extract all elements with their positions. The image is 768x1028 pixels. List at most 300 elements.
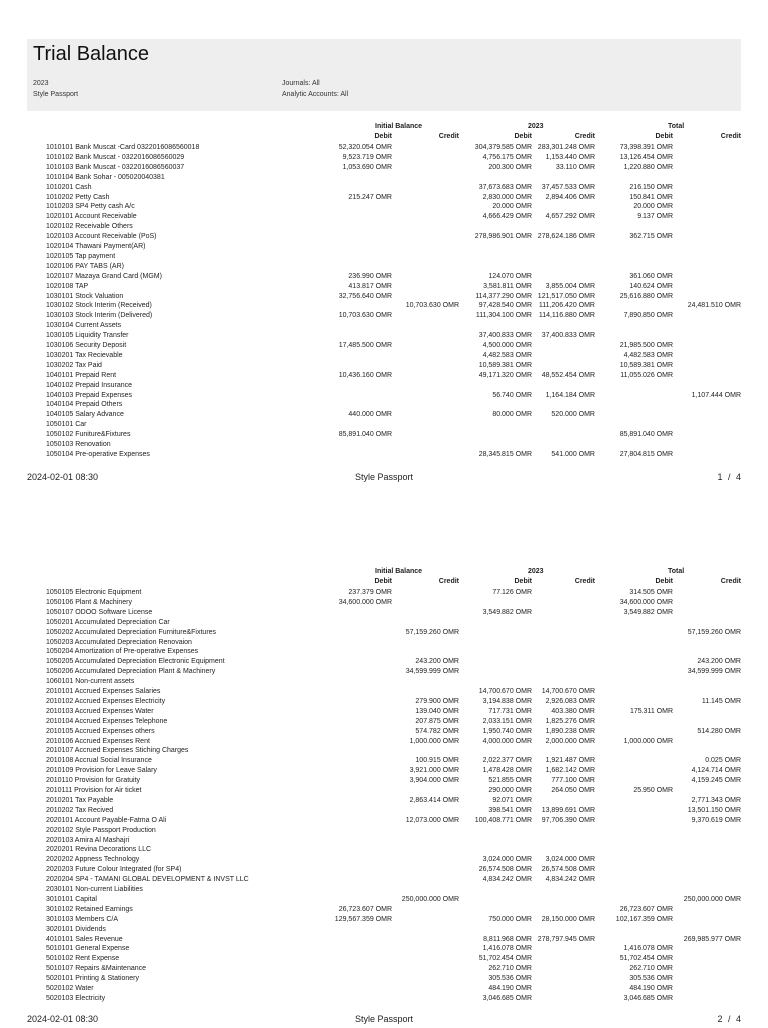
table-row [0,885,768,895]
table-row [0,915,768,925]
account-name: 2010109 Provision for Leave Salary [46,767,157,775]
period-debit: 2,830.000 OMR [482,193,532,201]
table-row [0,262,768,272]
account-name: 1020102 Receivable Others [46,223,133,231]
period-credit: 1,825.276 OMR [545,717,595,725]
total-debit: 175.311 OMR [629,707,673,715]
total-credit: 4,124.714 OMR [691,767,741,775]
account-name: 1050107 ODOO Software License [46,608,153,616]
initial-credit: 207.875 OMR [415,717,459,725]
total-debit: 34,600.000 OMR [619,598,673,606]
account-name: 2020102 Style Passport Production [46,826,156,834]
table-row [0,875,768,885]
column-group-header: Initial Balance [375,568,423,575]
period-debit: 305.536 OMR [488,975,532,983]
total-debit: 140.624 OMR [629,282,673,290]
total-debit: 3,549.882 OMR [623,608,673,616]
account-name: 1010201 Cash [46,183,92,191]
account-name: 5020103 Electricity [46,994,106,1002]
table-row [0,657,768,667]
period-credit: 37,457.533 OMR [541,183,595,191]
account-name: 1050205 Accumulated Depreciation Electronic Equipment [46,658,225,666]
journals-filter: Journals: All [282,80,320,87]
period-debit: 8,811.968 OMR [483,935,532,943]
total-debit: 9.137 OMR [637,213,673,221]
initial-credit: 1,000.000 OMR [409,737,459,745]
table-row [0,272,768,282]
period-debit: 3,194.838 OMR [482,697,532,705]
column-subheader-row [0,132,768,142]
account-name: 1040103 Prepaid Expenses [46,391,133,399]
account-name: 1010101 Bank Muscat -Card 0322016086560018 [46,144,200,151]
credit-header: Credit [574,578,595,585]
period-debit: 4,500.000 OMR [482,342,532,349]
period-credit: 3,855.004 OMR [545,282,595,290]
initial-debit: 1,053.690 OMR [342,163,392,171]
period-credit: 520.000 OMR [551,411,595,419]
table-row [0,301,768,311]
period-credit: 2,926.083 OMR [545,697,595,705]
total-debit: 20.000 OMR [633,203,673,211]
total-debit: 27,804.815 OMR [619,450,673,458]
debit-header: Debit [374,133,392,140]
total-debit: 25,616.880 OMR [619,292,673,300]
account-name: 2010105 Accrued Expenses others [46,727,155,735]
table-row [0,252,768,262]
total-debit: 1,416.078 OMR [623,945,673,953]
account-name: 1030104 Current Assets [46,322,122,330]
table-row [0,450,768,460]
account-name: 1020106 PAY TABS (AR) [46,262,124,270]
total-debit: 216.150 OMR [629,183,673,191]
initial-credit: 10,703.630 OMR [405,302,459,310]
table-row [0,292,768,302]
initial-debit: 440.000 OMR [348,411,392,419]
account-name: 2020202 Appness Technology [46,856,140,864]
period-debit: 77.126 OMR [492,589,532,596]
account-name: 2010110 Provision for Gratuity [46,777,141,785]
account-name: 1040104 Prepaid Others [46,401,123,409]
table-row [0,697,768,707]
period-credit: 33.110 OMR [555,163,595,171]
initial-debit: 237.379 OMR [348,589,392,596]
period-debit: 80.000 OMR [492,411,532,419]
account-name: 1050105 Electronic Equipment [46,589,142,596]
table-row [0,677,768,687]
credit-header: Credit [720,133,741,140]
table-row [0,746,768,756]
total-credit: 34,599.999 OMR [687,668,741,676]
account-name: 3010102 Retained Earnings [46,905,133,913]
table-row [0,183,768,193]
total-debit: 361.060 OMR [629,272,673,280]
period-credit: 121,517.050 OMR [537,292,595,300]
total-debit: 85,891.040 OMR [619,431,673,439]
account-name: 1030105 Liquidity Transfer [46,332,129,340]
table-row [0,588,768,598]
debit-header: Debit [514,578,532,585]
total-debit: 362.715 OMR [629,233,673,241]
account-name: 1050104 Pre-operative Expenses [46,450,150,458]
table-row [0,796,768,806]
initial-credit: 34,599.999 OMR [405,668,459,676]
period-credit: 3,024.000 OMR [545,856,595,864]
total-debit: 484.190 OMR [629,985,673,992]
report-header [27,39,741,111]
initial-credit: 3,921.000 OMR [409,767,459,775]
period-debit: 1,950.740 OMR [482,727,532,735]
period-credit: 28,150.000 OMR [541,915,595,923]
period-credit: 1,153.440 OMR [545,153,595,161]
credit-header: Credit [438,133,459,140]
table-row [0,381,768,391]
initial-debit: 32,756.640 OMR [338,292,392,300]
period-debit: 10,589.381 OMR [478,361,532,369]
table-row [0,638,768,648]
table-row [0,608,768,618]
footer-date: 2024-02-01 08:30 [27,472,99,482]
report-year: 2023 [33,80,49,87]
period-debit: 37,673.683 OMR [478,183,532,191]
initial-debit: 10,436.160 OMR [338,371,392,379]
column-subheader-row [0,577,768,587]
period-debit: 20.000 OMR [492,203,532,211]
account-name: 2020103 Amira Al Mashajri [46,836,130,844]
account-name: 2010103 Accrued Expenses Water [46,707,154,715]
period-debit: 4,834.242 OMR [482,876,532,884]
period-debit: 200.300 OMR [488,163,532,171]
account-name: 2010104 Accrued Expenses Telephone [46,717,168,725]
initial-credit: 3,904.000 OMR [409,777,459,785]
footer-page-number: 2 / 4 [717,1014,741,1024]
table-row [0,351,768,361]
account-name: 1020105 Tap payment [46,252,116,260]
table-row [0,984,768,994]
period-debit: 51,702.454 OMR [478,955,532,963]
table-row [0,232,768,242]
table-row [0,163,768,173]
table-row [0,727,768,737]
period-credit: 97,706.390 OMR [541,816,595,824]
period-debit: 97,428.540 OMR [478,302,532,310]
total-credit: 243.200 OMR [697,658,741,666]
account-name: 1050204 Amortization of Pre-operative Expenses [46,648,199,656]
account-name: 4010101 Sales Revenue [46,935,123,943]
account-name: 5010101 General Expense [46,945,130,953]
table-row [0,628,768,638]
table-row [0,855,768,865]
initial-credit: 574.782 OMR [415,727,459,735]
table-row [0,410,768,420]
account-name: 1020107 Mazaya Grand Card (MGM) [46,272,162,280]
initial-credit: 57,159.260 OMR [405,628,459,636]
period-credit: 13,899.691 OMR [541,806,595,814]
credit-header: Credit [574,133,595,140]
footer-page-number: 1 / 4 [717,472,741,482]
table-row [0,202,768,212]
total-debit: 262.710 OMR [629,965,673,973]
account-name: 1040102 Prepaid Insurance [46,381,133,389]
account-name: 5020101 Printing & Stationery [46,975,140,983]
table-row [0,420,768,430]
table-row [0,371,768,381]
account-name: 1010103 Bank Muscat - 0322016086560037 [46,163,185,171]
total-credit: 514.280 OMR [697,727,741,735]
account-name: 1030102 Stock Interim (Received) [46,302,152,310]
analytic-filter: Analytic Accounts: All [282,91,349,98]
account-name: 1010104 Bank Sohar - 005020040381 [46,173,165,181]
period-credit: 4,657.292 OMR [545,213,595,221]
account-name: 3020101 Dividends [46,925,106,933]
account-name: 1050101 Car [46,421,87,429]
table-row [0,143,768,153]
period-debit: 28,345.815 OMR [478,450,532,458]
account-name: 5010102 Rent Expense [46,955,120,963]
period-debit: 717.731 OMR [488,707,532,715]
period-debit: 278,986.901 OMR [474,233,532,241]
table-row [0,865,768,875]
total-credit: 2,771.343 OMR [691,796,741,804]
footer-company: Style Passport [354,1014,414,1024]
period-debit: 92.071 OMR [492,796,532,804]
account-name: 1010102 Bank Muscat - 0322016086560029 [46,153,185,161]
account-name: 2010101 Accrued Expenses Salaries [46,688,161,695]
account-name: 2020203 Future Colour Integrated (for SP4) [46,866,182,874]
period-debit: 3,581.811 OMR [483,282,532,290]
period-credit: 283,301.248 OMR [537,144,595,151]
table-row [0,391,768,401]
account-name: 1030201 Tax Recievable [46,351,123,359]
initial-debit: 236.990 OMR [348,272,392,280]
table-row [0,153,768,163]
table-row [0,598,768,608]
table-row [0,440,768,450]
account-name: 1050203 Accumulated Depreciation Renovaion [46,638,192,646]
initial-credit: 2,863.414 OMR [409,796,459,804]
period-credit: 1,890.238 OMR [545,727,595,735]
column-group-header: 2023 [528,123,544,130]
account-name: 1050206 Accumulated Depreciation Plant & Machinery [46,668,216,676]
period-debit: 484.190 OMR [488,985,532,992]
period-credit: 48,552.454 OMR [541,371,595,379]
total-debit: 4,482.583 OMR [623,351,673,359]
total-credit: 0.025 OMR [705,757,741,765]
total-credit: 269,985.977 OMR [683,935,741,943]
table-row [0,786,768,796]
account-name: 1030101 Stock Valuation [46,292,124,300]
period-debit: 262.710 OMR [488,965,532,973]
account-name: 5020102 Water [46,985,94,992]
period-credit: 2,000.000 OMR [545,737,595,745]
total-debit: 25.950 OMR [633,787,673,794]
period-credit: 264.050 OMR [551,787,595,794]
table-row [0,925,768,935]
company-name: Style Passport [33,91,79,98]
table-row [0,341,768,351]
account-name: 1020108 TAP [46,282,89,290]
total-debit: 26,723.607 OMR [619,905,673,913]
total-credit: 4,159.245 OMR [691,777,741,785]
table-row [0,895,768,905]
period-credit: 14,700.670 OMR [541,688,595,695]
account-name: 1010203 SP4 Petty cash A/c [46,203,135,211]
column-group-header: Total [668,568,685,575]
table-row [0,944,768,954]
total-credit: 57,159.260 OMR [687,628,741,636]
total-debit: 13,126.454 OMR [619,153,673,161]
period-credit: 1,682.142 OMR [545,767,595,775]
table-row [0,282,768,292]
period-credit: 278,797.945 OMR [537,935,595,943]
initial-debit: 34,600.000 OMR [338,598,392,606]
period-debit: 26,574.508 OMR [478,866,532,874]
period-debit: 3,046.685 OMR [482,994,532,1002]
table-row [0,173,768,183]
initial-debit: 9,523.719 OMR [342,153,392,161]
trial-balance-table-page-2 [0,568,768,1008]
account-name: 2020101 Account Payable-Fatma O Ali [46,816,167,824]
total-credit: 9,370.619 OMR [691,816,741,824]
account-name: 1050201 Accumulated Depreciation Car [46,618,170,626]
footer-date: 2024-02-01 08:30 [27,1014,99,1024]
total-debit: 150.841 OMR [629,193,673,201]
period-debit: 56.740 OMR [492,391,532,399]
table-row [0,647,768,657]
period-debit: 521.855 OMR [488,777,532,785]
total-debit: 305.536 OMR [629,975,673,983]
table-row [0,737,768,747]
period-debit: 4,482.583 OMR [482,351,532,359]
account-name: 1040105 Salary Advance [46,411,124,419]
table-row [0,776,768,786]
table-row [0,321,768,331]
table-row [0,845,768,855]
initial-debit: 129,567.359 OMR [334,915,392,923]
period-credit: 1,921.487 OMR [545,757,595,765]
table-row [0,618,768,628]
account-name: 2010202 Tax Recived [46,806,114,814]
account-name: 1030103 Stock Interim (Delivered) [46,312,153,320]
table-row [0,994,768,1004]
total-credit: 24,481.510 OMR [687,302,741,310]
period-debit: 304,379.585 OMR [474,144,532,151]
total-debit: 73,398.391 OMR [619,144,673,151]
account-name: 1050103 Renovation [46,441,111,448]
account-name: 2010107 Accrued Expenses Stiching Charges [46,747,189,755]
initial-debit: 26,723.607 OMR [338,905,392,913]
initial-credit: 139.040 OMR [415,707,459,715]
period-debit: 398.541 OMR [488,806,532,814]
period-credit: 114,116.880 OMR [538,312,595,320]
period-debit: 750.000 OMR [488,915,532,923]
total-debit: 314.505 OMR [629,589,673,596]
period-debit: 2,022.377 OMR [482,757,532,765]
table-row [0,756,768,766]
total-debit: 1,220.880 OMR [623,163,673,171]
debit-header: Debit [514,133,532,140]
account-name: 1030202 Tax Paid [46,361,102,369]
period-debit: 49,171.320 OMR [478,371,532,379]
table-row [0,826,768,836]
period-credit: 777.100 OMR [551,777,595,785]
total-credit: 1,107.444 OMR [691,391,741,399]
period-debit: 37,400.833 OMR [478,332,532,340]
period-debit: 1,416.078 OMR [482,945,532,953]
credit-header: Credit [438,578,459,585]
account-name: 3010103 Members C/A [46,915,118,923]
table-row [0,193,768,203]
period-debit: 114,377.290 OMR [475,292,532,300]
table-row [0,667,768,677]
period-credit: 278,624.186 OMR [537,233,595,241]
column-group-header: Initial Balance [375,123,423,130]
column-group-header: Total [668,123,685,130]
period-credit: 111,206.420 OMR [538,302,595,310]
period-credit: 1,164.184 OMR [545,391,595,399]
debit-header: Debit [655,578,673,585]
table-row [0,806,768,816]
debit-header: Debit [374,578,392,585]
period-credit: 541.000 OMR [551,450,595,458]
table-row [0,242,768,252]
account-name: 1060101 Non-current assets [46,678,135,686]
period-debit: 111,304.100 OMR [475,312,532,320]
total-debit: 21,985.500 OMR [619,342,673,349]
account-name: 2010106 Accrued Expenses Rent [46,737,150,745]
account-name: 5010107 Repairs &Maintenance [46,965,147,973]
period-debit: 100,408.771 OMR [474,816,532,824]
initial-credit: 250,000.000 OMR [401,895,459,903]
period-debit: 3,024.000 OMR [482,856,532,864]
account-name: 2020204 SP4 - TAMANI GLOBAL DEVELOPMENT & INVST LLC [46,876,249,884]
account-name: 2010111 Provision for Air ticket [46,787,142,794]
period-credit: 403.380 OMR [551,707,595,715]
initial-debit: 10,703.630 OMR [338,312,392,320]
total-debit: 3,046.685 OMR [623,994,673,1002]
table-row [0,311,768,321]
total-debit: 7,890.850 OMR [623,312,673,320]
period-credit: 2,894.406 OMR [545,193,595,201]
period-debit: 4,000.000 OMR [482,737,532,745]
initial-credit: 243.200 OMR [415,658,459,666]
period-credit: 4,834.242 OMR [545,876,595,884]
footer-company: Style Passport [354,472,414,482]
account-name: 1050106 Plant & Machinery [46,598,132,606]
account-name: 1020103 Account Receivable (PoS) [46,233,157,241]
account-name: 1050202 Accumulated Depreciation Furniture&Fixtures [46,628,217,636]
total-credit: 250,000.000 OMR [683,895,741,903]
page-footer-1 [0,472,768,486]
initial-debit: 85,891.040 OMR [338,431,392,439]
period-debit: 14,700.670 OMR [478,688,532,695]
account-name: 1040101 Prepaid Rent [46,371,117,379]
initial-debit: 17,485.500 OMR [338,342,392,349]
account-name: 1030106 Security Deposit [46,342,127,349]
table-row [0,816,768,826]
account-name: 3010101 Capital [46,895,97,903]
table-row [0,331,768,341]
table-row [0,222,768,232]
initial-debit: 215.247 OMR [348,193,392,201]
period-credit: 26,574.508 OMR [541,866,595,874]
table-row [0,974,768,984]
table-row [0,905,768,915]
initial-debit: 52,320.054 OMR [338,144,392,151]
table-row [0,964,768,974]
table-row [0,361,768,371]
table-row [0,935,768,945]
table-row [0,430,768,440]
